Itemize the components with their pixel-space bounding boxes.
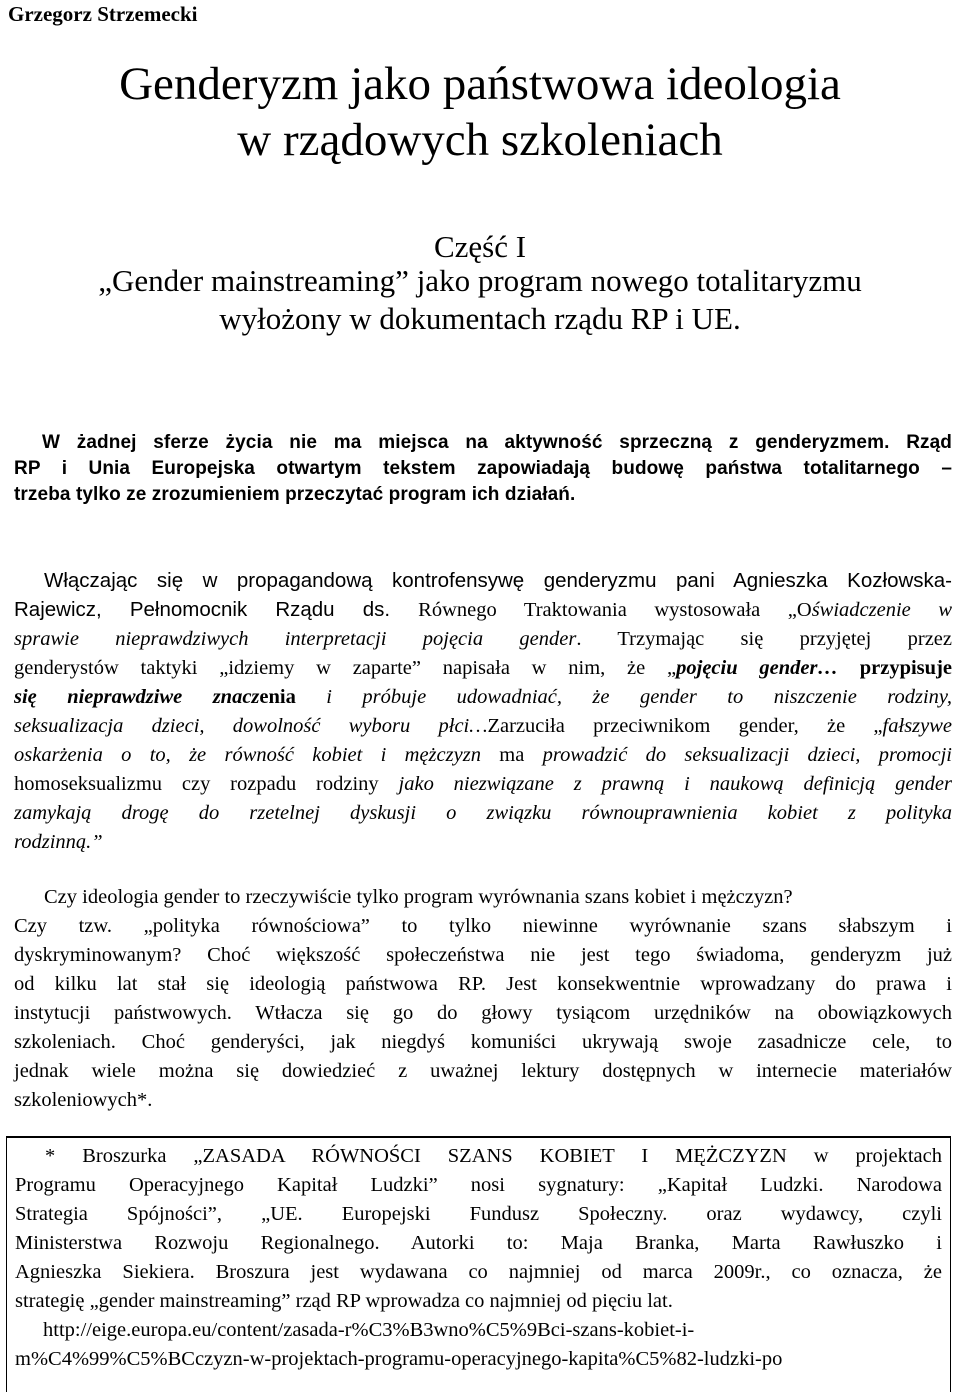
text-run: homoseksualizmu czy rozpadu rodziny	[14, 773, 399, 795]
paragraph-line	[14, 683, 952, 712]
paragraph-line	[14, 625, 952, 654]
footnote-line: strategię „gender mainstreaming” rząd RP wprowadza co najmniej od pięciu lat.	[15, 1290, 673, 1312]
subtitle-line-2: wyłożony w dokumentach rządu RP i UE.	[219, 301, 741, 336]
text-run: . Trzymając się przyjętej przez	[576, 628, 952, 650]
footnote-line: Programu Operacyjnego Kapitał Ludzki” nosi sygnatury: „Kapitał Ludzki. Narodowa	[15, 1174, 942, 1196]
footnote-line: Agnieszka Siekiera. Broszura jest wydawana co najmniej od marca 2009r., co oznacza, że	[15, 1261, 942, 1283]
quote-run: prowadzić do seksualizacji dzieci, promocji	[542, 744, 952, 766]
quote-run: fałszywe	[882, 715, 953, 737]
subtitle-line-1: „Gender mainstreaming” jako program nowego totalitaryzmu	[98, 263, 862, 298]
propaganda-paragraph	[14, 566, 952, 857]
quote-run: oskarżenia o to, że równość kobiet i mężczyzn	[14, 744, 481, 766]
paragraph-line: od kilku lat stał się ideologią państwowa RP. Jest konsekwentnie wprowadzany do prawa i	[14, 973, 952, 995]
quote-run: i próbuje udowadniać, że gender to niszczenie rodziny,	[295, 686, 952, 708]
paragraph-line	[14, 712, 952, 741]
paragraph-line: dyskryminowanym? Choć większość społeczeństwa nie jest tego świadoma, genderyzm już	[14, 944, 952, 966]
text-run: genderystów taktyki „idziemy w zaparte” napisała w nim, że „	[14, 657, 677, 679]
quote-run: pojęciu gender…	[676, 657, 838, 679]
paragraph-line: Czy tzw. „polityka równościowa” to tylko niewinne wyrównanie szans słabszym i	[14, 915, 952, 937]
paragraph-line	[14, 741, 952, 770]
source-link[interactable]: http://eige.europa.eu/content/zasada-r%C3%B3wno%C5%9Bci-szans-kobiet-i-	[43, 1319, 695, 1341]
paragraph-line	[14, 828, 952, 857]
paragraph-line	[14, 799, 952, 828]
question-paragraph	[14, 883, 952, 1115]
footnote-line: Ministerstwa Rozwoju Regionalnego. Autorki to: Maja Branka, Marta Rawłuszko i	[15, 1232, 942, 1254]
paragraph-line	[14, 770, 952, 799]
title-line-1: Genderyzm jako państwowa ideologia	[119, 58, 841, 110]
quote-run: enia	[259, 686, 296, 708]
author-name: Grzegorz Strzemecki	[8, 2, 198, 26]
quote-run: rodzinną.”	[14, 831, 103, 853]
footnote-line: * Broszurka „ZASADA RÓWNOŚCI SZANS KOBIET I MĘŻCZYZN w projektach	[45, 1145, 942, 1167]
paragraph-line: szkoleniowych*.	[14, 1089, 153, 1111]
lead-paragraph	[14, 430, 952, 508]
lead-line: trzeba tylko ze zrozumieniem przeczytać program ich działań.	[14, 484, 576, 505]
text-run: Rajewicz, Pełnomocnik Rządu ds.	[14, 598, 419, 621]
quote-run: seksualizacja dzieci, dowolność wyboru płci…	[14, 715, 488, 737]
lead-line: RP i Unia Europejska otwartym tekstem zapowiadają budowę państwa totalitarnego –	[14, 458, 952, 479]
paragraph-line: Czy ideologia gender to rzeczywiście tylko program wyrównania szans kobiet i mężczyzn?	[44, 886, 793, 908]
text-run: Zarzuciła przeciwnikom gender, że „	[487, 715, 883, 737]
quote-run: przypisuje	[837, 657, 952, 679]
paragraph-line: jednak wiele można się dowiedzieć z uważnej lektury dostępnych w internecie materiałów	[14, 1060, 952, 1082]
source-link[interactable]: m%C4%99%C5%BCczyzn-w-projektach-programu-operacyjnego-kapita%C5%82-ludzki-po	[15, 1348, 783, 1370]
footnote-line: Strategia Spójności”, „UE. Europejski Fundusz Społeczny. oraz wydawcy, czyli	[15, 1203, 942, 1225]
quote-run: sprawie nieprawdziwych interpretacji pojęcia gender	[14, 628, 577, 650]
quote-run: świadczenie w	[811, 599, 952, 621]
text-run: ma	[480, 744, 543, 766]
paragraph-line: instytucji państwowych. Wtłacza się go do głowy tysiącom urzędników na obowiązkowych	[14, 1002, 952, 1024]
paragraph-line	[14, 595, 952, 625]
paragraph-line: szkoleniach. Choć genderyści, jak niegdyś komuniści ukrywają swoje zasadnicze cele, to	[14, 1031, 952, 1053]
text-run: Równego Traktowania wystosowała „O	[418, 599, 812, 621]
title-line-2: w rządowych szkoleniach	[237, 114, 723, 166]
quote-run: się nieprawdziwe znacz	[14, 686, 260, 708]
paragraph-line	[14, 654, 952, 683]
paragraph-line: Włączając się w propagandową kontrofensywę genderyzmu pani Agnieszka Kozłowska-	[44, 569, 952, 592]
part-heading: Część I	[433, 229, 527, 264]
quote-run: jako niezwiązane z prawną i naukową definicją gender	[398, 773, 952, 795]
quote-run: zamykają drogę do rzetelnej dyskusji o związku równouprawnienia kobiet z polityka	[14, 802, 952, 824]
lead-line: W żadnej sferze życia nie ma miejsca na aktywność sprzeczną z genderyzmem. Rząd	[42, 432, 952, 453]
footnote-box	[6, 1136, 951, 1392]
